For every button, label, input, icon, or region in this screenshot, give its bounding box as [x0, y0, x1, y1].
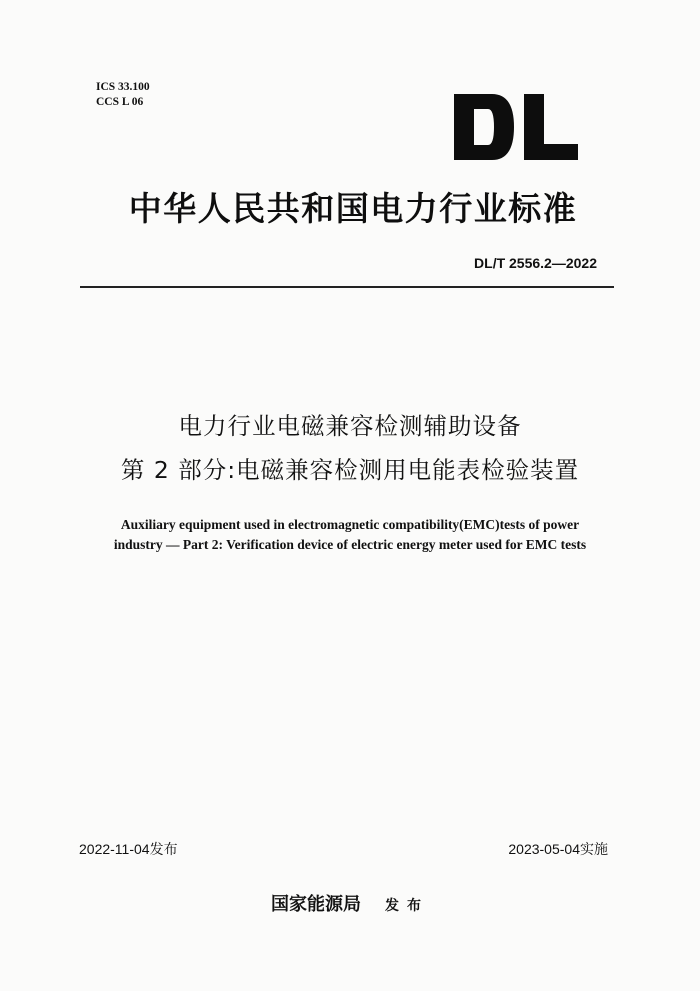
header-divider: [80, 286, 614, 288]
en-title-line-1: Auxiliary equipment used in electromagnetic compatibility(EMC)tests of power: [120, 517, 580, 532]
cn-title-line-1: 电力行业电磁兼容检测辅助设备: [178, 412, 522, 440]
ics-code: ICS 33.100: [96, 81, 150, 93]
issuer-action: 发布: [385, 898, 429, 914]
publish-date: 2022-11-04发布: [79, 841, 178, 857]
cn-title-line-2: 第 2 部分:电磁兼容检测用电能表检验装置: [120, 456, 580, 484]
dl-logo: [452, 92, 580, 162]
implement-date: 2023-05-04实施: [508, 841, 608, 857]
en-title-line-2: industry — Part 2: Verification device of electric energy meter used for EMC tests: [113, 537, 587, 552]
issuer-name: 国家能源局: [271, 894, 361, 915]
ccs-code: CCS L 06: [96, 96, 144, 108]
standard-number: DL/T 2556.2—2022: [474, 255, 597, 271]
issuer: [0, 890, 700, 916]
organization-title: 中华人民共和国电力行业标准: [128, 189, 578, 228]
